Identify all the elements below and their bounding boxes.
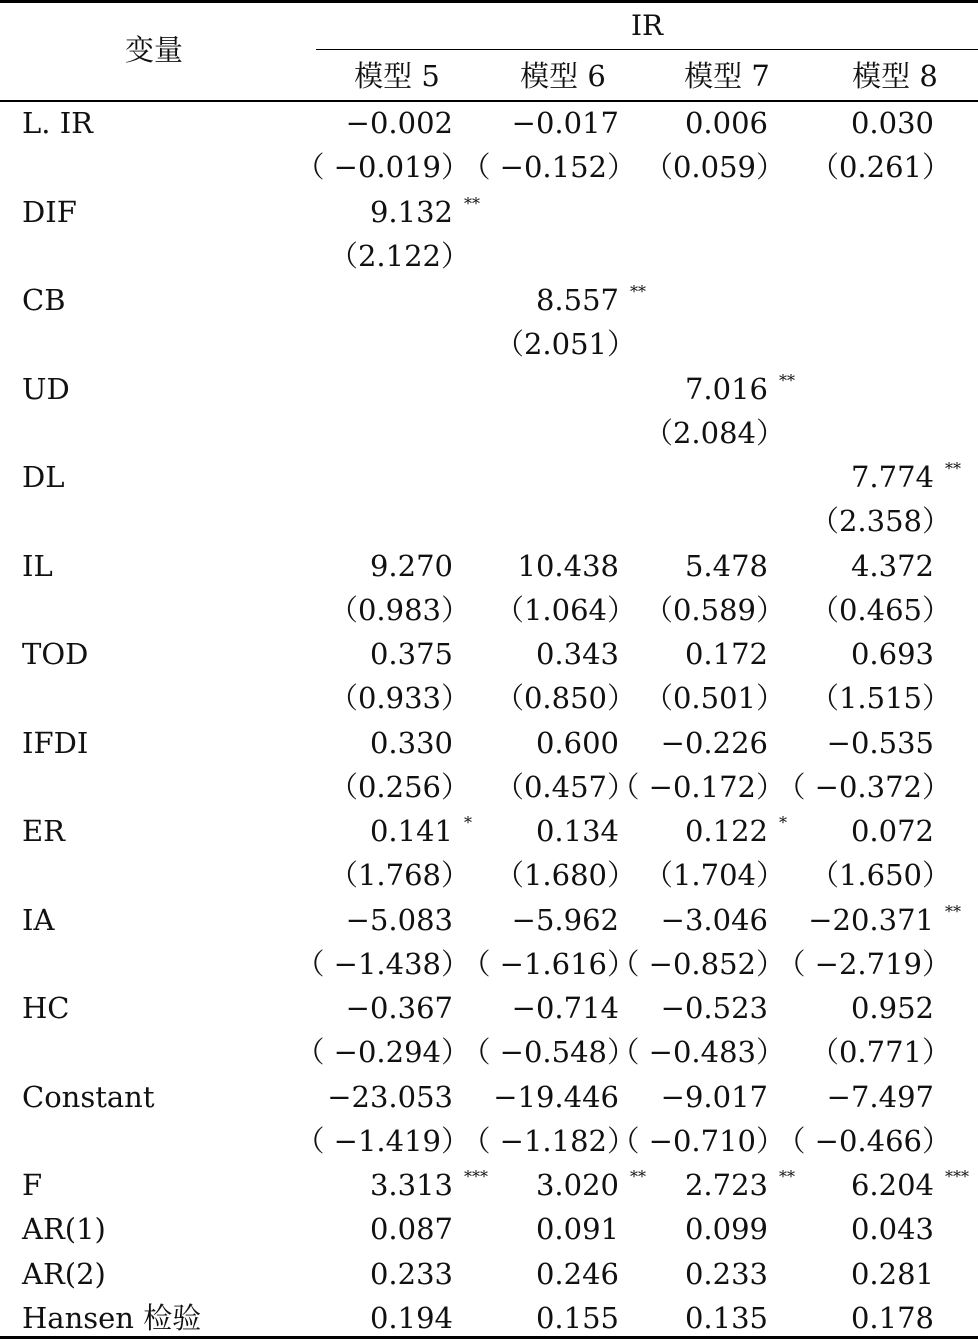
coefficient-cell: 0.134 [535, 814, 619, 848]
stat-label: F [22, 1168, 43, 1202]
t-stat-cell: （2.122） [328, 239, 470, 273]
row-label: IA [22, 903, 55, 937]
t-stat-cell: （0.850） [494, 681, 636, 715]
t-stat-cell: （0.983） [328, 593, 470, 627]
coefficient-cell: 0.122 [684, 814, 768, 848]
t-stat-cell: （ −0.372） [776, 770, 951, 804]
coefficient-cell: 9.270 [369, 549, 453, 583]
coefficient-cell: −0.367 [345, 991, 453, 1025]
t-stat-cell: （ −0.483） [610, 1035, 785, 1069]
t-stat-cell: （ −0.710） [610, 1124, 785, 1158]
t-stat-cell: （0.465） [809, 593, 951, 627]
t-stat-cell: （1.768） [328, 858, 470, 892]
coefficient-cell: 7.016 [684, 372, 768, 406]
stat-value-cell: 0.043 [850, 1212, 934, 1246]
t-stat-cell: （ −0.466） [776, 1124, 951, 1158]
row-label: Constant [22, 1080, 155, 1114]
model-header-6: 模型 6 [520, 59, 606, 93]
stat-value-cell: 2.723 [684, 1168, 768, 1202]
stat-value-cell: 0.155 [535, 1301, 619, 1335]
t-stat-cell: （ −0.172） [610, 770, 785, 804]
row-label: UD [22, 372, 70, 406]
t-stat-cell: （0.589） [643, 593, 785, 627]
significance-stars: *** [945, 1167, 969, 1186]
group-underline [316, 49, 978, 50]
coefficient-cell: 9.132 [369, 195, 453, 229]
stat-value-cell: 0.246 [535, 1257, 619, 1291]
coefficient-cell: −0.017 [511, 106, 619, 140]
t-stat-cell: （0.771） [809, 1035, 951, 1069]
t-stat-cell: （1.680） [494, 858, 636, 892]
coefficient-cell: 0.141 [369, 814, 453, 848]
coefficient-cell: −0.523 [660, 991, 768, 1025]
row-label: IL [22, 549, 53, 583]
row-label: TOD [22, 637, 89, 671]
coefficient-cell: 0.343 [535, 637, 619, 671]
t-stat-cell: （1.704） [643, 858, 785, 892]
significance-stars: ** [945, 902, 961, 921]
ir-group-header: IR [631, 9, 664, 42]
t-stat-cell: （ −0.152） [461, 150, 636, 184]
t-stat-cell: （0.256） [328, 770, 470, 804]
t-stat-cell: （ −1.419） [295, 1124, 470, 1158]
coefficient-cell: −0.535 [826, 726, 934, 760]
model-header-7: 模型 7 [684, 59, 770, 93]
stat-label: AR(1) [22, 1212, 106, 1246]
coefficient-cell: 0.172 [684, 637, 768, 671]
t-stat-cell: （2.358） [809, 504, 951, 538]
coefficient-cell: −0.714 [511, 991, 619, 1025]
t-stat-cell: （1.064） [494, 593, 636, 627]
coefficient-cell: −3.046 [660, 903, 768, 937]
significance-stars: ** [630, 282, 646, 301]
significance-stars: ** [779, 1167, 795, 1186]
stat-value-cell: 0.087 [369, 1212, 453, 1246]
coefficient-cell: −5.962 [511, 903, 619, 937]
significance-stars: ** [630, 1167, 646, 1186]
t-stat-cell: （ −0.294） [295, 1035, 470, 1069]
coefficient-cell: 0.375 [369, 637, 453, 671]
t-stat-cell: （1.515） [809, 681, 951, 715]
t-stat-cell: （ −1.182） [461, 1124, 636, 1158]
t-stat-cell: （ −0.852） [610, 947, 785, 981]
stat-value-cell: 6.204 [850, 1168, 934, 1202]
significance-stars: ** [945, 459, 961, 478]
row-label: CB [22, 283, 66, 317]
significance-stars: ** [779, 371, 795, 390]
t-stat-cell: （2.084） [643, 416, 785, 450]
top-rule [0, 0, 978, 3]
t-stat-cell: （0.059） [643, 150, 785, 184]
t-stat-cell: （ −1.438） [295, 947, 470, 981]
stat-value-cell: 0.281 [850, 1257, 934, 1291]
t-stat-cell: （1.650） [809, 858, 951, 892]
coefficient-cell: −9.017 [660, 1080, 768, 1114]
t-stat-cell: （0.261） [809, 150, 951, 184]
stat-value-cell: 0.091 [535, 1212, 619, 1246]
row-label: DL [22, 460, 65, 494]
coefficient-cell: −7.497 [826, 1080, 934, 1114]
stat-value-cell: 3.020 [535, 1168, 619, 1202]
stat-value-cell: 0.099 [684, 1212, 768, 1246]
stat-label: Hansen 检验 [22, 1301, 202, 1335]
row-label: HC [22, 991, 70, 1025]
t-stat-cell: （0.933） [328, 681, 470, 715]
coefficient-cell: −5.083 [345, 903, 453, 937]
model-header-5: 模型 5 [354, 59, 440, 93]
variable-header: 变量 [125, 33, 184, 67]
row-label: ER [22, 814, 66, 848]
stat-label: AR(2) [22, 1257, 106, 1291]
coefficient-cell: 0.030 [850, 106, 934, 140]
stat-value-cell: 0.194 [369, 1301, 453, 1335]
significance-stars: *** [464, 1167, 488, 1186]
stat-value-cell: 3.313 [369, 1168, 453, 1202]
coefficient-cell: 0.600 [535, 726, 619, 760]
t-stat-cell: （ −0.548） [461, 1035, 636, 1069]
coefficient-cell: −19.446 [493, 1080, 619, 1114]
header-rule [0, 100, 978, 102]
coefficient-cell: −0.002 [345, 106, 453, 140]
t-stat-cell: （ −2.719） [776, 947, 951, 981]
significance-stars: ** [464, 194, 480, 213]
coefficient-cell: 8.557 [535, 283, 619, 317]
stat-value-cell: 0.178 [850, 1301, 934, 1335]
coefficient-cell: 0.693 [850, 637, 934, 671]
coefficient-cell: 0.952 [850, 991, 934, 1025]
model-header-8: 模型 8 [852, 59, 938, 93]
coefficient-cell: 0.006 [684, 106, 768, 140]
coefficient-cell: −0.226 [660, 726, 768, 760]
row-label: IFDI [22, 726, 89, 760]
bottom-rule [0, 1336, 978, 1339]
row-label: DIF [22, 195, 77, 229]
t-stat-cell: （0.501） [643, 681, 785, 715]
stat-value-cell: 0.135 [684, 1301, 768, 1335]
coefficient-cell: 4.372 [850, 549, 934, 583]
coefficient-cell: 7.774 [850, 460, 934, 494]
t-stat-cell: （ −0.019） [295, 150, 470, 184]
coefficient-cell: 10.438 [517, 549, 619, 583]
stat-value-cell: 0.233 [369, 1257, 453, 1291]
t-stat-cell: （ −1.616） [461, 947, 636, 981]
coefficient-cell: 0.072 [850, 814, 934, 848]
stat-value-cell: 0.233 [684, 1257, 768, 1291]
coefficient-cell: 5.478 [684, 549, 768, 583]
coefficient-cell: 0.330 [369, 726, 453, 760]
coefficient-cell: −23.053 [327, 1080, 453, 1114]
t-stat-cell: （2.051） [494, 327, 636, 361]
significance-stars: * [464, 813, 472, 832]
row-label: L. IR [22, 106, 93, 140]
significance-stars: * [779, 813, 787, 832]
t-stat-cell: （0.457） [494, 770, 636, 804]
coefficient-cell: −20.371 [808, 903, 934, 937]
